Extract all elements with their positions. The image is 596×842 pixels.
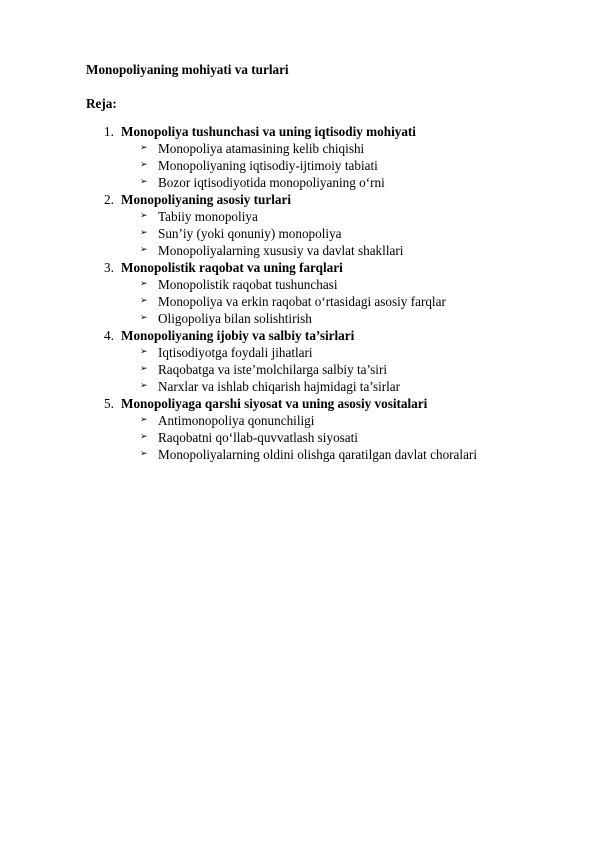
list-item-text: Sun’iy (yoki qonuniy) monopoliya: [158, 226, 342, 241]
list-item: [0, 157, 596, 174]
list-item: [0, 446, 596, 463]
section-heading: [0, 191, 596, 208]
list-item: [0, 378, 596, 395]
arrow-bullet-icon: ➢: [140, 364, 148, 374]
section-heading: [0, 395, 596, 412]
list-item-text: Raqobatga va iste’molchilarga salbiy ta’siri: [158, 362, 388, 377]
arrow-bullet-icon: ➢: [140, 381, 148, 391]
list-item-text: Monopoliyalarning xususiy va davlat shakllari: [158, 243, 404, 258]
arrow-bullet-icon: ➢: [140, 245, 148, 255]
list-item-text: Iqtisodiyotga foydali jihatlari: [158, 345, 313, 360]
arrow-bullet-icon: ➢: [140, 313, 148, 323]
section-title: Monopoliya tushunchasi va uning iqtisodiy mohiyati: [121, 124, 416, 139]
plan-section: [0, 327, 596, 395]
plan-section: [0, 123, 596, 191]
arrow-bullet-icon: ➢: [140, 177, 148, 187]
list-item-text: Narxlar va ishlab chiqarish hajmidagi ta’sirlar: [158, 379, 401, 394]
list-item: [0, 208, 596, 225]
section-heading: [0, 123, 596, 140]
arrow-bullet-icon: ➢: [140, 415, 148, 425]
list-item-text: Monopoliya va erkin raqobat o‘rtasidagi asosiy farqlar: [158, 294, 446, 309]
section-title: Monopoliyaning asosiy turlari: [121, 192, 291, 207]
list-item-text: Antimonopoliya qonunchiligi: [158, 413, 315, 428]
plan-label: Reja:: [86, 96, 117, 111]
list-item: [0, 225, 596, 242]
plan-section: [0, 395, 596, 463]
section-number: 4.: [104, 328, 114, 343]
arrow-bullet-icon: ➢: [140, 347, 148, 357]
list-item-text: Oligopoliya bilan solishtirish: [158, 311, 312, 326]
arrow-bullet-icon: ➢: [140, 143, 148, 153]
list-item-text: Bozor iqtisodiyotida monopoliyaning o‘rni: [158, 175, 385, 190]
list-item: [0, 412, 596, 429]
arrow-bullet-icon: ➢: [140, 296, 148, 306]
list-item-text: Raqobatni qo‘llab-quvvatlash siyosati: [158, 430, 358, 445]
arrow-bullet-icon: ➢: [140, 432, 148, 442]
list-item: [0, 293, 596, 310]
list-item-text: Tabiiy monopoliya: [158, 209, 258, 224]
arrow-bullet-icon: ➢: [140, 211, 148, 221]
list-item: [0, 140, 596, 157]
plan-outline: [0, 123, 596, 463]
arrow-bullet-icon: ➢: [140, 228, 148, 238]
section-heading: [0, 327, 596, 344]
plan-section: [0, 259, 596, 327]
document-title: Monopoliyaning mohiyati va turlari: [86, 62, 289, 77]
list-item: [0, 276, 596, 293]
section-title: Monopoliyaning ijobiy va salbiy ta’sirlari: [121, 328, 355, 343]
section-title: Monopoliyaga qarshi siyosat va uning asosiy vositalari: [121, 396, 428, 411]
section-number: 3.: [104, 260, 114, 275]
section-number: 5.: [104, 396, 114, 411]
list-item: [0, 174, 596, 191]
list-item: [0, 361, 596, 378]
list-item-text: Monopoliya atamasining kelib chiqishi: [158, 141, 365, 156]
list-item: [0, 344, 596, 361]
arrow-bullet-icon: ➢: [140, 279, 148, 289]
plan-section: [0, 191, 596, 259]
section-title: Monopolistik raqobat va uning farqlari: [121, 260, 343, 275]
list-item: [0, 429, 596, 446]
list-item-text: Monopoliyaning iqtisodiy-ijtimoiy tabiati: [158, 158, 378, 173]
list-item-text: Monopoliyalarning oldini olishga qaratilgan davlat choralari: [158, 447, 477, 462]
list-item-text: Monopolistik raqobat tushunchasi: [158, 277, 338, 292]
section-heading: [0, 259, 596, 276]
list-item: [0, 242, 596, 259]
list-item: [0, 310, 596, 327]
section-number: 2.: [104, 192, 114, 207]
arrow-bullet-icon: ➢: [140, 449, 148, 459]
section-number: 1.: [104, 124, 114, 139]
arrow-bullet-icon: ➢: [140, 160, 148, 170]
